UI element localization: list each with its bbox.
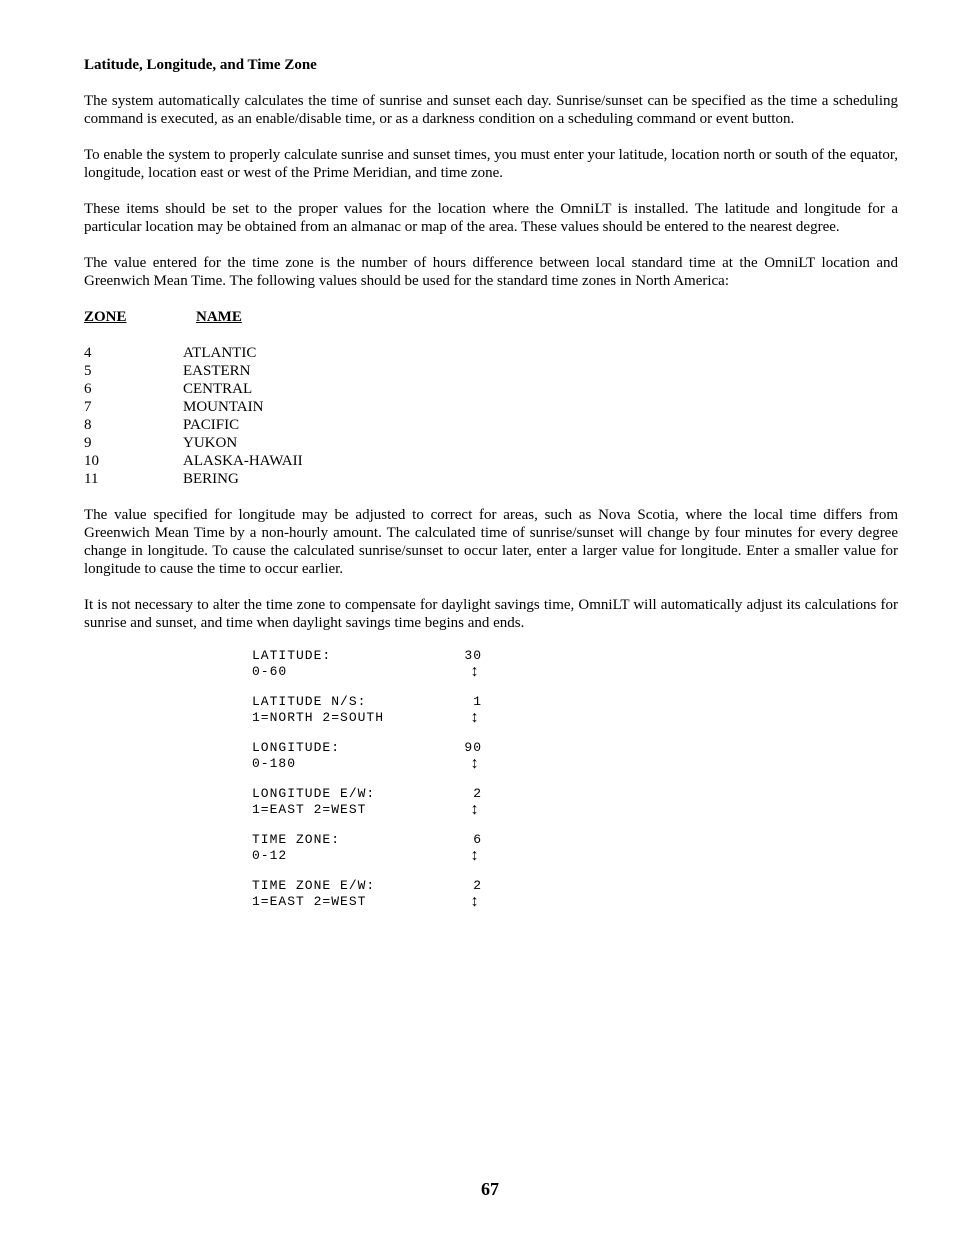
setting-range: 0-180 (252, 756, 297, 771)
console-setting-latitude-ns (252, 694, 482, 726)
setting-range: 0-60 (252, 664, 288, 679)
zone-name: EASTERN (183, 363, 251, 379)
setting-range: 0-12 (252, 848, 288, 863)
zone-number: 10 (84, 453, 99, 469)
console-setting-longitude (252, 740, 482, 772)
setting-range: 1=EAST 2=WEST (252, 802, 367, 817)
setting-label: TIME ZONE: (252, 832, 341, 847)
setting-value: 30 (464, 648, 482, 663)
setting-label: LATITUDE: (252, 648, 332, 663)
zone-number: 7 (84, 399, 92, 415)
document-page (84, 56, 898, 650)
table-row (84, 398, 898, 416)
section-heading: Latitude, Longitude, and Time Zone (84, 57, 317, 73)
name-column-header: NAME (196, 309, 242, 325)
table-row (84, 380, 898, 398)
zone-name: PACIFIC (183, 417, 240, 433)
setting-label: LONGITUDE E/W: (252, 786, 376, 801)
up-down-arrow-icon: ↕ (469, 663, 481, 681)
console-setting-longitude-ew (252, 786, 482, 818)
table-row (84, 344, 898, 362)
setting-value: 1 (473, 694, 482, 709)
up-down-arrow-icon: ↕ (469, 847, 481, 865)
table-row (84, 470, 898, 488)
zone-number: 6 (84, 381, 92, 397)
paragraph: The value entered for the time zone is the number of hours difference between local standard time at the OmniLT location and Greenwich Mean Time. The following values should be used for the standard time zones in North America: (84, 255, 898, 289)
zone-number: 11 (84, 471, 99, 487)
page-number: 67 (481, 1179, 499, 1199)
zone-name: BERING (183, 471, 239, 487)
paragraph: The system automatically calculates the time of sunrise and sunset each day. Sunrise/sunset can be specified as the time a scheduling command is executed, as an enable/disable time, or as a darkness condition on a scheduling command or event button. (84, 93, 898, 127)
setting-value: 90 (464, 740, 482, 755)
paragraph: It is not necessary to alter the time zone to compensate for daylight savings time, OmniLT will automatically adjust its calculations for sunrise and sunset, and time when daylight savings time begins and ends. (84, 597, 898, 631)
zone-name: YUKON (183, 435, 238, 451)
up-down-arrow-icon: ↕ (469, 893, 481, 911)
zone-number: 5 (84, 363, 92, 379)
zone-name: CENTRAL (183, 381, 253, 397)
zone-name: ALASKA-HAWAII (183, 453, 303, 469)
setting-value: 2 (473, 786, 482, 801)
zone-column-header: ZONE (84, 309, 127, 325)
zone-number: 8 (84, 417, 92, 433)
console-setting-time-zone-ew (252, 878, 482, 910)
paragraph: The value specified for longitude may be adjusted to correct for areas, such as Nova Scotia, where the local time differs from Greenwich Mean Time by a non-hourly amount. The calculated time of sunrise/sunset will change by four minutes for every degree change in longitude. To cause the calculated sunrise/sunset to occur later, enter a larger value for longitude. Enter a smaller value for longitude to cause the time to occur earlier. (84, 507, 898, 577)
zone-name: ATLANTIC (183, 345, 257, 361)
setting-label: LONGITUDE: (252, 740, 341, 755)
setting-range: 1=NORTH 2=SOUTH (252, 710, 385, 725)
setting-range: 1=EAST 2=WEST (252, 894, 367, 909)
paragraph: To enable the system to properly calculate sunrise and sunset times, you must enter your latitude, location north or south of the equator, longitude, location east or west of the Prime Meridian, and time zone. (84, 147, 898, 181)
table-row (84, 452, 898, 470)
setting-label: TIME ZONE E/W: (252, 878, 376, 893)
zone-table (84, 344, 898, 488)
setting-label: LATITUDE N/S: (252, 694, 367, 709)
setting-value: 6 (473, 832, 482, 847)
table-row (84, 416, 898, 434)
zone-name: MOUNTAIN (183, 399, 264, 415)
zone-table-header (84, 308, 898, 326)
up-down-arrow-icon: ↕ (469, 801, 481, 819)
up-down-arrow-icon: ↕ (469, 755, 481, 773)
table-row (84, 434, 898, 452)
zone-number: 9 (84, 435, 92, 451)
up-down-arrow-icon: ↕ (469, 709, 481, 727)
zone-number: 4 (84, 345, 92, 361)
console-setting-time-zone (252, 832, 482, 864)
paragraph: These items should be set to the proper values for the location where the OmniLT is installed. The latitude and longitude for a particular location may be obtained from an almanac or map of the area. These values should be entered to the nearest degree. (84, 201, 898, 235)
console-setting-latitude (252, 648, 482, 680)
table-row (84, 362, 898, 380)
console-display (252, 648, 482, 924)
setting-value: 2 (473, 878, 482, 893)
